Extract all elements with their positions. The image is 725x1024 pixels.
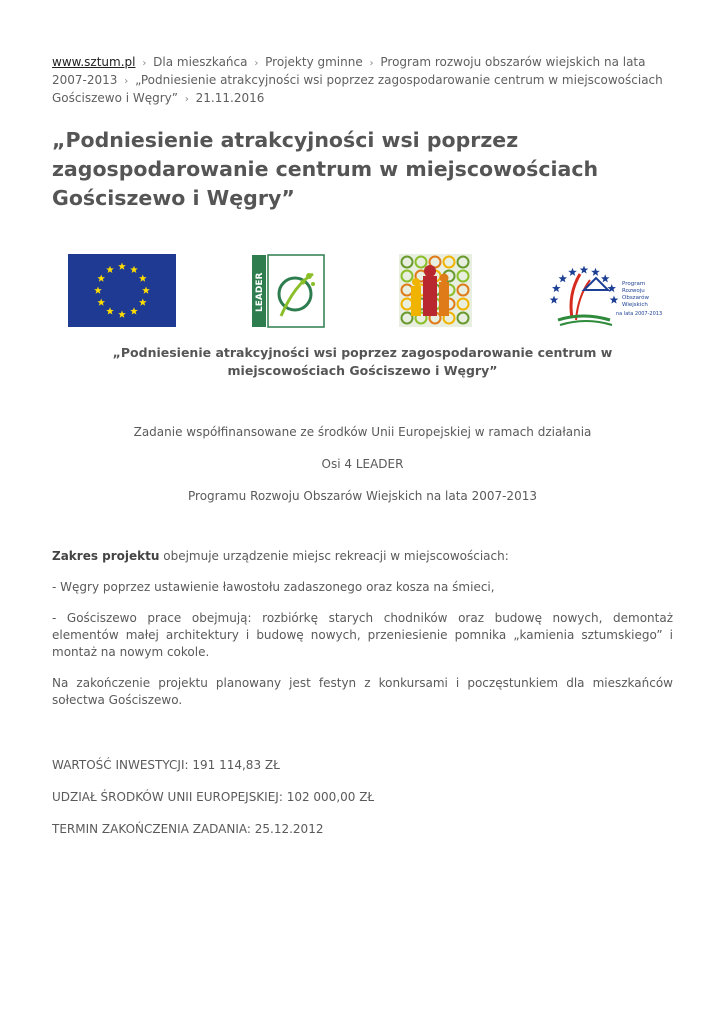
- scope-item-gosciszewo: - Gościszewo prace obejmują: rozbiórkę starych chodników oraz budowę nowych, demontaż elementów małej architektury i budowę nowych, przeniesienie pomnika „kamienia sztumskiego” i montaż na nowym cokole.: [52, 611, 673, 659]
- svg-text:Program: Program: [622, 281, 646, 287]
- svg-text:LEADER: LEADER: [255, 272, 265, 312]
- prow-star-icon: [559, 274, 568, 282]
- cofinancing-line-1: Zadanie współfinansowane ze środków Unii Europejskiej w ramach działania: [133, 425, 592, 439]
- cofinancing-line-2: Osi 4 LEADER: [321, 457, 404, 471]
- scope-item-wegry: - Węgry poprzez ustawienie ławostołu zadaszonego oraz kosza na śmieci,: [52, 580, 495, 594]
- project-subtitle: „Podniesienie atrakcyjności wsi poprzez zagospodarowanie centrum w miejscowościach Gościszewo i Węgry”: [112, 345, 613, 378]
- prow-star-icon: [552, 284, 561, 292]
- prow-star-icon: [550, 296, 559, 304]
- cofinancing-note: [52, 424, 673, 520]
- investment-value: WARTOŚĆ INWESTYCJI: 191 114,83 ZŁ: [52, 758, 280, 772]
- logo-row: [52, 254, 673, 334]
- project-facts: [52, 757, 673, 853]
- scope-label: Zakres projektu: [52, 549, 160, 563]
- breadcrumb-item-dla-mieszkanca[interactable]: Dla mieszkańca: [153, 55, 248, 69]
- breadcrumb-date: 21.11.2016: [195, 91, 265, 105]
- leader-logo-icon: [251, 254, 325, 328]
- chevron-right-icon: ›: [369, 58, 374, 69]
- breadcrumb-item-current: „Podniesienie atrakcyjności wsi poprzez zagospodarowanie centrum w miejscowościach Gościszewo i Węgry”: [52, 73, 663, 105]
- svg-text:Obszarów: Obszarów: [622, 295, 649, 301]
- breadcrumb: [52, 54, 673, 108]
- chevron-right-icon: ›: [254, 58, 259, 69]
- eu-share-value: UDZIAŁ ŚRODKÓW UNII EUROPEJSKIEJ: 102 000,00 ZŁ: [52, 790, 375, 804]
- svg-text:Wiejskich: Wiejskich: [622, 302, 648, 308]
- chevron-right-icon: ›: [124, 76, 129, 87]
- scope-intro: obejmuje urządzenie miejsc rekreacji w miejscowościach:: [159, 549, 509, 563]
- prow-star-icon: [591, 268, 600, 276]
- prow-star-icon: [601, 274, 610, 282]
- svg-text:Rozwoju: Rozwoju: [622, 288, 645, 294]
- completion-date: TERMIN ZAKOŃCZENIA ZADANIA: 25.12.2012: [52, 822, 324, 836]
- project-description: [52, 548, 673, 723]
- chevron-right-icon: ›: [142, 58, 147, 69]
- breadcrumb-item-projekty-gminne[interactable]: Projekty gminne: [265, 55, 363, 69]
- page-content: [52, 54, 673, 836]
- lgd-logo-icon: [399, 254, 472, 327]
- scope-paragraph: [52, 548, 673, 565]
- prow-logo-icon: [538, 256, 663, 328]
- prow-star-icon: [568, 268, 577, 276]
- page-title: „Podniesienie atrakcyjności wsi poprzez zagospodarowanie centrum w miejscowościach Gościszewo i Węgry”: [52, 128, 599, 210]
- prow-star-icon: [580, 266, 589, 274]
- breadcrumb-home-link[interactable]: www.sztum.pl: [52, 55, 136, 69]
- chevron-right-icon: ›: [184, 94, 189, 105]
- prow-star-icon: [610, 296, 619, 304]
- cofinancing-line-3: Programu Rozwoju Obszarów Wiejskich na lata 2007-2013: [188, 489, 537, 503]
- eu-flag-icon: [68, 254, 176, 327]
- svg-text:na lata 2007-2013: na lata 2007-2013: [616, 311, 663, 317]
- closing-paragraph: Na zakończenie projektu planowany jest festyn z konkursami i poczęstunkiem dla mieszkańców sołectwa Gościszewo.: [52, 676, 673, 707]
- breadcrumb-item-program[interactable]: Program rozwoju obszarów wiejskich na lata 2007-2013: [52, 55, 646, 87]
